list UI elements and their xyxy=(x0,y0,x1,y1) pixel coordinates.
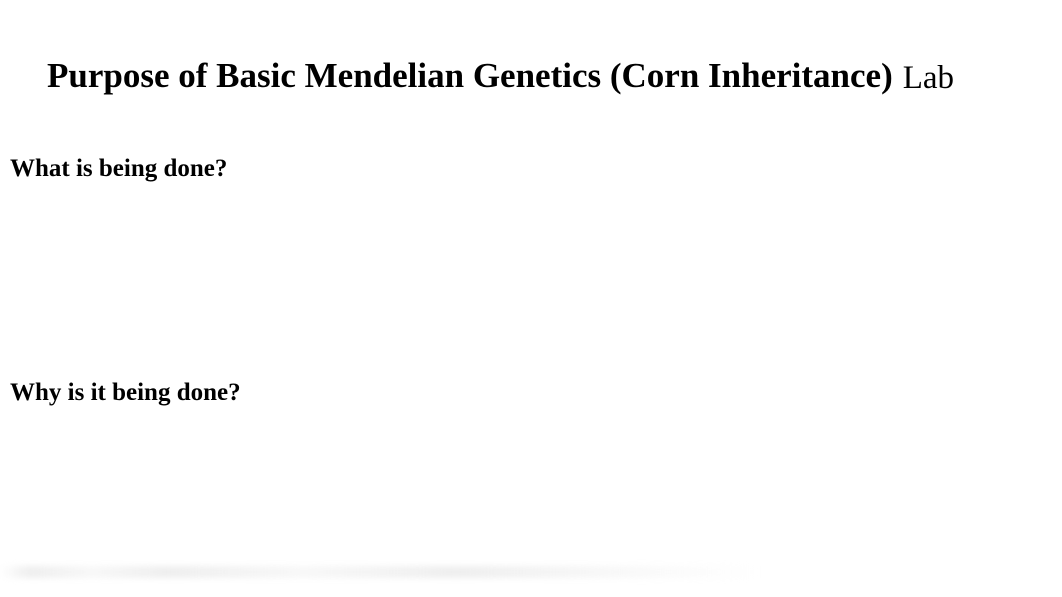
title-main: Purpose of Basic Mendelian Genetics (Corn Inheritance) xyxy=(47,56,893,95)
answer-area-why xyxy=(10,414,1050,564)
page-title xyxy=(47,58,954,94)
title-suffix: Lab xyxy=(902,60,955,96)
page-bottom-shadow xyxy=(0,566,760,578)
question-what: What is being done? xyxy=(10,155,228,182)
question-why: Why is it being done? xyxy=(10,379,241,406)
answer-area-what xyxy=(10,190,1050,370)
